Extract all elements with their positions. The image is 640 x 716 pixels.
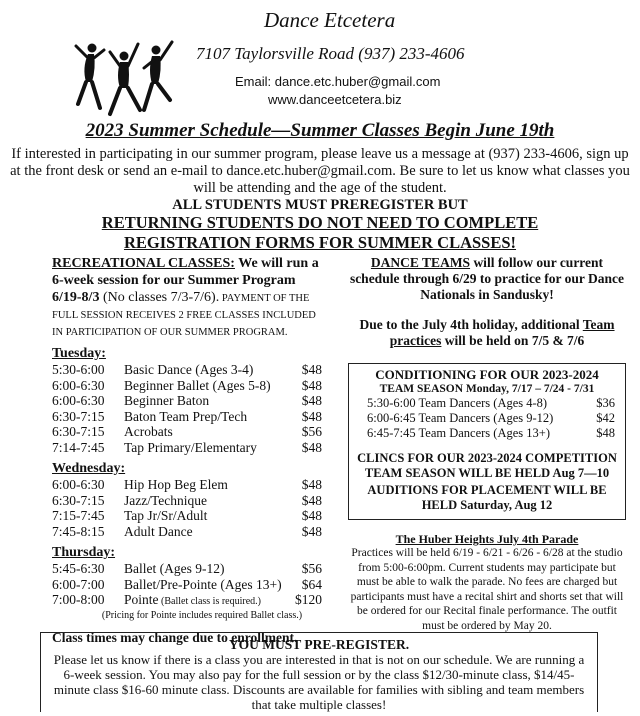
preregister-notice: ALL STUDENTS MUST PREREGISTER BUT xyxy=(172,197,468,213)
wednesday-list xyxy=(52,477,322,539)
dance-teams-label: DANCE TEAMS xyxy=(370,255,471,270)
class-label: Beginner Baton xyxy=(124,393,210,408)
class-row xyxy=(52,508,322,524)
recreational-label: RECREATIONAL CLASSES: xyxy=(52,256,235,271)
class-time: 6:00-7:00 xyxy=(52,576,105,592)
conditioning-row xyxy=(353,396,621,411)
class-price: $48 xyxy=(301,439,322,455)
preregister-box xyxy=(40,629,598,712)
returning-line-1: RETURNING STUDENTS DO NOT NEED TO COMPLETE xyxy=(101,213,539,232)
class-label: Basic Dance (Ages 3-4) xyxy=(124,362,254,377)
recreational-column xyxy=(52,255,322,646)
class-time: 6:30-7:15 xyxy=(52,408,105,424)
recreational-session: We will run a 6-week session for our Summer Program 6/19-8/3 xyxy=(52,256,319,305)
class-label: Acrobats xyxy=(124,424,173,439)
day-tuesday: Tuesday: xyxy=(52,346,106,361)
class-row xyxy=(52,440,322,456)
conditioning-row xyxy=(353,426,621,441)
class-price: $48 xyxy=(301,393,322,408)
dance-teams-text: will follow our current schedule through 6/29 to practice for our Dance Nationals in Sandusky! xyxy=(349,255,625,302)
clinics-notice: CLINCS FOR OUR 2023-2024 COMPETITION TEAM SEASON WILL BE HELD Aug 7—10 xyxy=(357,451,617,480)
class-price: $64 xyxy=(301,576,322,592)
page-title: 2023 Summer Schedule—Summer Classes Begin June 19th xyxy=(85,120,555,141)
class-label: Jazz/Technique xyxy=(124,492,208,508)
studio-address: 7107 Taylorsville Road (937) 233-4606 xyxy=(196,44,465,63)
teams-column xyxy=(348,255,626,632)
class-price: $48 xyxy=(301,377,322,393)
recreational-small-note: PAYMENT OF THE FULL SESSION RECEIVES 2 FREE CLASSES INCLUDED IN PARTICIPATION OF OUR SUMMER PROGRAM. xyxy=(52,293,316,338)
pointe-note: (Pricing for Pointe includes required Ballet class.) xyxy=(101,609,303,621)
preregister-title: YOU MUST PRE-REGISTER. xyxy=(228,637,410,652)
class-price: $42 xyxy=(596,411,615,425)
class-label: Ballet/Pre-Pointe (Ages 13+) xyxy=(124,576,282,592)
intro-text: If interested in participating in our summer program, please leave us a message at (937) 233-4606, sign up at the front desk or send an e-mail to dance.etc.huber@gmail.com. Be sure to let us know what classes you will be attending and the age of the student. xyxy=(10,146,630,196)
thursday-list xyxy=(52,561,322,610)
class-price: $36 xyxy=(596,396,615,410)
class-price: $48 xyxy=(301,362,322,377)
class-name xyxy=(367,411,581,426)
studio-name: Dance Etcetera xyxy=(264,8,396,32)
class-label: Baton Team Prep/Tech xyxy=(124,408,248,424)
class-time: 5:30-6:00 xyxy=(52,362,105,377)
recreational-no-classes: (No classes 7/3-7/6). xyxy=(102,290,220,305)
class-price: $56 xyxy=(301,424,322,439)
class-name xyxy=(124,592,286,610)
class-row xyxy=(52,409,322,425)
class-row xyxy=(52,577,322,593)
class-price: $48 xyxy=(301,492,322,508)
class-label: Tap Jr/Sr/Adult xyxy=(124,508,208,523)
class-name xyxy=(124,409,286,425)
class-price: $56 xyxy=(301,561,322,576)
tuesday-list xyxy=(52,362,322,455)
preregister-body: Please let us know if there is a class you are interested in that is not on our schedule. We are running a 6-week session. You may also pay for the full session or by the class $12/30-minute class, $14/45-minute class $16-60 minute class. Discounts are available for families with sibling and team members that take multiple classes! xyxy=(53,652,585,712)
conditioning-subtitle: TEAM SEASON Monday, 7/17 – 7/24 - 7/31 xyxy=(379,383,595,395)
class-time: 7:45-8:15 xyxy=(52,523,105,539)
class-price: $48 xyxy=(301,477,322,492)
class-name xyxy=(124,393,286,409)
conditioning-title: CONDITIONING FOR OUR 2023-2024 xyxy=(375,367,599,382)
class-time: 5:45-6:30 xyxy=(52,561,105,576)
class-time: 6:30-7:15 xyxy=(52,492,105,508)
class-time: 6:30-7:15 xyxy=(52,424,105,439)
class-time: 7:14-7:45 xyxy=(52,439,105,455)
class-label: Pointe xyxy=(124,592,159,607)
class-name xyxy=(367,426,581,441)
returning-students-notice xyxy=(0,213,640,253)
returning-line-2: REGISTRATION FORMS FOR SUMMER CLASSES! xyxy=(123,233,517,252)
class-name xyxy=(367,396,581,411)
class-price: $120 xyxy=(295,592,322,607)
class-name xyxy=(124,440,286,456)
class-times-note: Class times may change due to enrollment. xyxy=(52,629,298,645)
class-label: Tap Primary/Elementary xyxy=(124,439,257,455)
auditions-notice: AUDITIONS FOR PLACEMENT WILL BE HELD Saturday, Aug 12 xyxy=(367,483,607,512)
day-wednesday: Wednesday: xyxy=(52,461,126,476)
conditioning-list xyxy=(353,396,621,441)
class-price: $48 xyxy=(301,523,322,539)
class-name xyxy=(124,508,286,524)
recreational-heading xyxy=(52,255,322,340)
class-label: Ballet (Ages 9-12) xyxy=(124,561,225,576)
class-name xyxy=(124,362,286,378)
class-row xyxy=(52,378,322,394)
class-price: $48 xyxy=(596,426,615,440)
class-name xyxy=(124,424,286,440)
class-price: $48 xyxy=(301,408,322,424)
class-label: 6:00-6:45 Team Dancers (Ages 9-12) xyxy=(367,411,554,425)
dance-teams-notice xyxy=(348,255,626,303)
class-time: 6:00-6:30 xyxy=(52,377,105,393)
class-price: $48 xyxy=(301,508,322,523)
class-row xyxy=(52,477,322,493)
class-label: Adult Dance xyxy=(124,523,193,539)
class-note: (Ballet class is required.) xyxy=(158,596,261,607)
class-time: 7:00-8:00 xyxy=(52,592,105,607)
holiday-notice xyxy=(348,317,626,349)
class-name xyxy=(124,477,286,493)
class-row xyxy=(52,524,322,540)
class-row xyxy=(52,493,322,509)
class-time: 7:15-7:45 xyxy=(52,508,105,523)
team-practices-label: Team practices xyxy=(389,317,615,348)
class-label: 5:30-6:00 Team Dancers (Ages 4-8) xyxy=(367,396,548,410)
parade-body: Practices will be held 6/19 - 6/21 - 6/26 - 6/28 at the studio from 5:00-6:00pm. Current students may participate but must be able to walk the parade. No fees are charged but participants must have a recital shirt and shorts set that will be ordered for our Recital finale performance. The outfit must be ordered by May 20. xyxy=(350,547,624,632)
studio-website[interactable]: www.danceetcetera.biz xyxy=(268,92,402,107)
holiday-pre: Due to the July 4th holiday, additional xyxy=(359,317,583,332)
class-row xyxy=(52,362,322,378)
parade-title: The Huber Heights July 4th Parade xyxy=(395,532,579,546)
class-name xyxy=(124,524,286,540)
class-label: Hip Hop Beg Elem xyxy=(124,477,228,492)
class-row xyxy=(52,393,322,409)
conditioning-row xyxy=(353,411,621,426)
class-name xyxy=(124,577,286,593)
dancers-silhouette-icon xyxy=(74,38,174,120)
day-thursday: Thursday: xyxy=(52,545,116,560)
class-row xyxy=(52,561,322,577)
class-row xyxy=(52,592,322,610)
class-time: 6:00-6:30 xyxy=(52,477,105,492)
studio-email[interactable]: Email: dance.etc.huber@gmail.com xyxy=(235,74,441,89)
class-label: Beginner Ballet (Ages 5-8) xyxy=(124,377,271,393)
class-name xyxy=(124,378,286,394)
class-name xyxy=(124,561,286,577)
conditioning-box xyxy=(348,363,626,520)
holiday-post: will be held on 7/5 & 7/6 xyxy=(441,333,585,348)
class-row xyxy=(52,424,322,440)
class-time: 6:00-6:30 xyxy=(52,393,105,408)
class-name xyxy=(124,493,286,509)
class-label: 6:45-7:45 Team Dancers (Ages 13+) xyxy=(367,426,550,440)
